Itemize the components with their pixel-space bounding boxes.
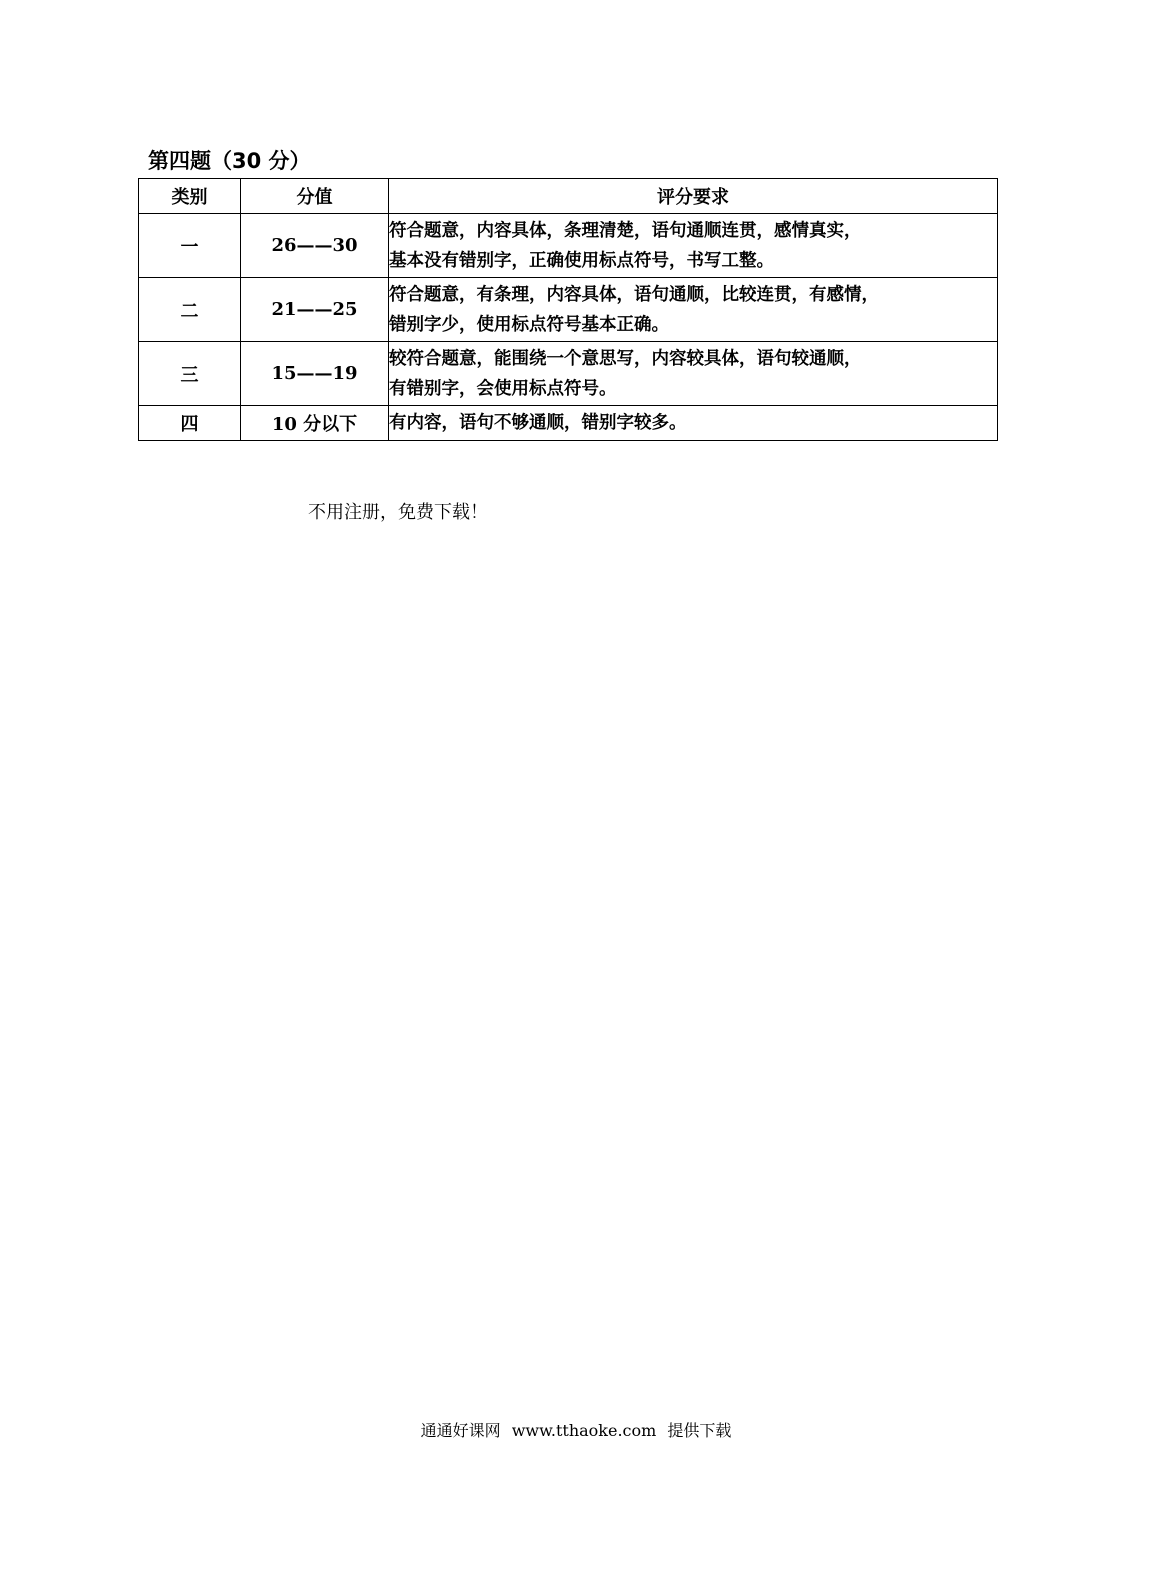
score-cell: 10 分以下 [241,406,389,441]
header-score: 分值 [241,179,389,214]
table-row [139,342,998,406]
free-download-notice: 不用注册，免费下载！ [308,502,488,523]
requirement-line: 较符合题意，能围绕一个意思写，内容较具体，语句较通顺， [389,348,862,369]
category-cell: 三 [139,342,241,406]
table-row [139,214,998,278]
table-row [139,406,998,441]
footer-suffix: 提供下载 [667,1421,732,1440]
requirement-line: 符合题意，内容具体，条理清楚，语句通顺连贯，感情真实， [389,220,862,241]
score-cell: 15——19 [241,342,389,406]
requirements-cell [389,214,998,278]
requirement-line: 符合题意，有条理，内容具体，语句通顺，比较连贯，有感情， [389,284,879,305]
requirement-line: 错别字少，使用标点符号基本正确。 [389,314,669,335]
requirement-line: 有内容，语句不够通顺，错别字较多。 [389,413,687,433]
score-cell: 21——25 [241,278,389,342]
header-requirements: 评分要求 [389,179,998,214]
scoring-rubric-table [138,178,998,441]
section-title: 第四题（30 分） [148,149,311,173]
page-footer [0,1418,1152,1441]
requirements-cell [389,278,998,342]
header-category: 类别 [139,179,241,214]
footer-site-name: 通通好课网 [420,1421,501,1440]
category-cell: 四 [139,406,241,441]
category-cell: 一 [139,214,241,278]
requirements-cell [389,406,998,441]
score-cell: 26——30 [241,214,389,278]
requirements-cell [389,342,998,406]
table-row [139,278,998,342]
requirement-line: 有错别字，会使用标点符号。 [389,378,617,399]
category-cell: 二 [139,278,241,342]
table-header-row [139,179,998,214]
footer-url-link[interactable]: www.tthaoke.com [511,1421,657,1440]
requirement-line: 基本没有错别字，正确使用标点符号，书写工整。 [389,250,774,271]
